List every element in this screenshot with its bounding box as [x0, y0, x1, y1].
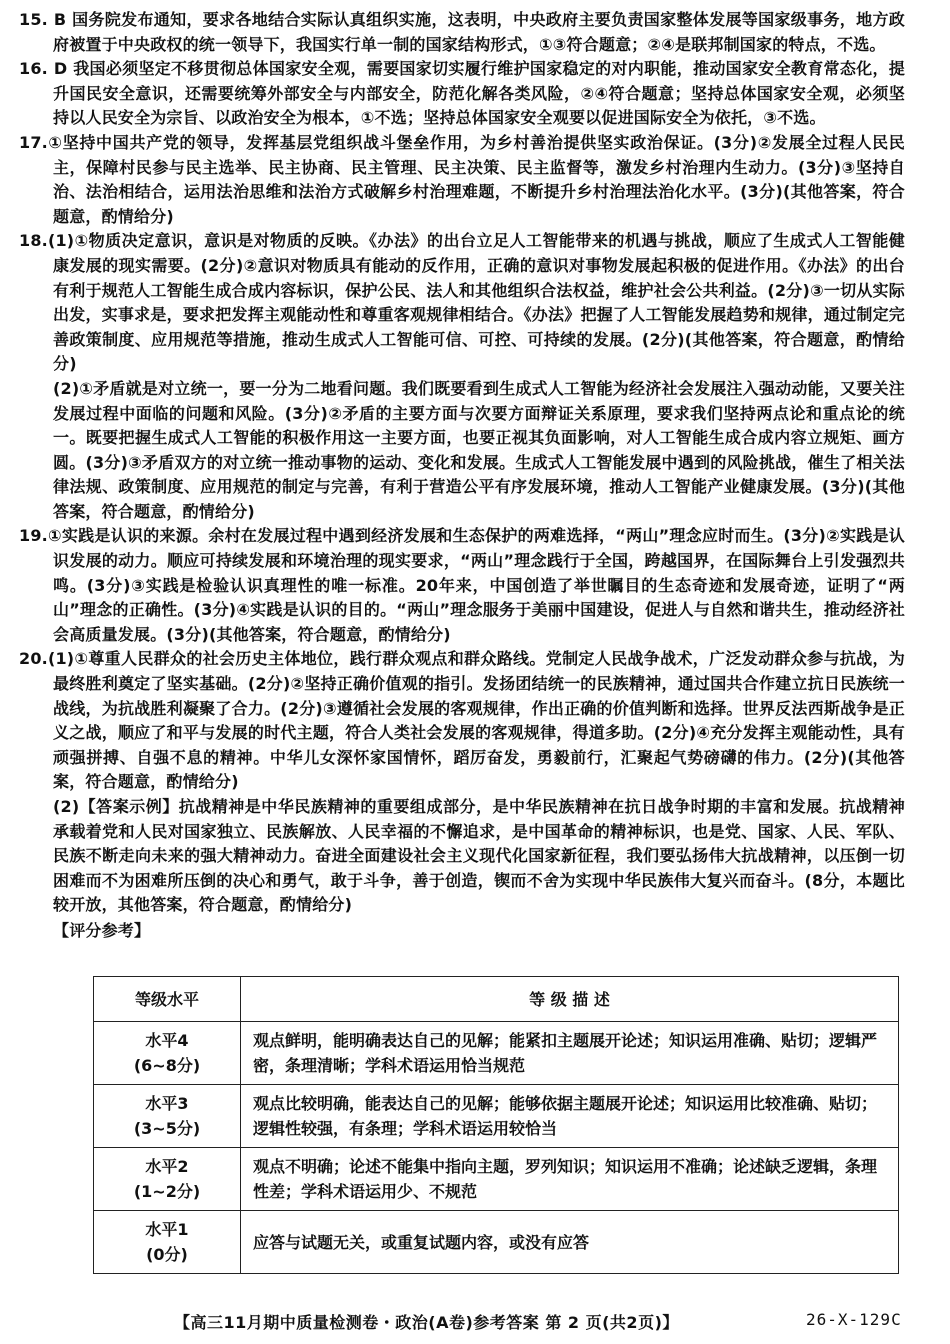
desc-cell: 观点比较明确，能表达自己的见解；能够依据主题展开论述；知识运用比较准确、贴切；逻辑性较强，有条理；学科术语运用较恰当 — [241, 1085, 899, 1148]
header-level: 等级水平 — [94, 977, 241, 1022]
answer-q18-part1: 18.(1)①物质决定意识，意识是对物质的反映。《办法》的出台立足人工智能带来的机遇与挑战，顺应了生成式人工智能健康发展的现实需要。(2分)②意识对物质具有能动的反作用，正确的意识对事物发展起积极的促进作用。《办法》的出台有利于规范人工智能生成合成内容标识，保护公民、法人和其他组织合法权益，维护社会公共利益。(2分)③一切从实际出发，实事求是，要求把发挥主观能动性和尊重客观规律相结合。《办法》把握了人工智能发展趋势和规律，通过制定完善政策制度、应用规范等措施，推动生成式人工智能可信、可控、可持续的发展。(2分)(其他答案，符合题意，酌情给分) — [19, 231, 905, 374]
rubric-title: 【评分参考】 — [53, 920, 151, 940]
answer-q19: 19.①实践是认识的来源。余村在发展过程中遇到经济发展和生态保护的两难选择，“两山”理念应时而生。(3分)②实践是认识发展的动力。顺应可持续发展和环境治理的现实要求，“两山”理念践行于全国，跨越国界，在国际舞台上引发强烈共鸣。(3分)③实践是检验认识真理性的唯一标准。20年来，中国创造了举世瞩目的生态奇迹和发展奇迹，证明了“两山”理念的正确性。(3分)④实践是认识的目的。“两山”理念服务于美丽中国建设，促进人与自然和谐共生，推动经济社会高质量发展。(3分)(其他答案，符合题意，酌情给分) — [19, 526, 905, 644]
level-cell: 水平1 (0分) — [94, 1211, 241, 1274]
page-footer — [0, 1306, 950, 1336]
desc-cell: 观点鲜明，能明确表达自己的见解；能紧扣主题展开论述；知识运用准确、贴切；逻辑严密，条理清晰；学科术语运用恰当规范 — [241, 1022, 899, 1085]
footer-title: 【高三11月期中质量检测卷・政治(A卷)参考答案 第 2 页(共2页)】 — [174, 1313, 679, 1332]
table-row — [94, 1211, 899, 1274]
answer-q15: 15. B 国务院发布通知，要求各地结合实际认真组织实施，这表明，中央政府主要负责国家整体发展等国家级事务，地方政府被置于中央政权的统一领导下，我国实行单一制的国家结构形式，①③符合题意；②④是联邦制国家的特点，不选。 — [19, 10, 905, 54]
answer-q20-part2: (2)【答案示例】抗战精神是中华民族精神的重要组成部分，是中华民族精神在抗日战争时期的丰富和发展。抗战精神承载着党和人民对国家独立、民族解放、人民幸福的不懈追求，是中国革命的精神标识，也是党、国家、人民、军队、民族不断走向未来的强大精神动力。奋进全面建设社会主义现代化国家新征程，我们要弘扬伟大抗战精神，以压倒一切困难而不为困难所压倒的决心和勇气，敢于斗争，善于创造，锲而不舍为实现中华民族伟大复兴而奋斗。(8分，本题比较开放，其他答案，符合题意，酌情给分) — [53, 797, 905, 915]
table-row — [94, 1022, 899, 1085]
footer-code: 26-X-129C — [806, 1310, 902, 1329]
table-header-row — [94, 977, 899, 1022]
desc-cell: 观点不明确；论述不能集中指向主题，罗列知识；知识运用不准确；论述缺乏逻辑，条理性差；学科术语运用少、不规范 — [241, 1148, 899, 1211]
desc-cell: 应答与试题无关，或重复试题内容，或没有应答 — [241, 1211, 899, 1274]
table-row — [94, 1085, 899, 1148]
answer-q16: 16. D 我国必须坚定不移贯彻总体国家安全观，需要国家切实履行维护国家稳定的对内职能，推动国家安全教育常态化，提升国民安全意识，还需要统筹外部安全与内部安全，防范化解各类风险，②④符合题意；坚持总体国家安全观，必须坚持以人民安全为宗旨、以政治安全为根本，①不选；坚持总体国家安全观要以促进国际安全为依托，③不选。 — [19, 59, 905, 128]
level-cell: 水平4 (6~8分) — [94, 1022, 241, 1085]
level-cell: 水平2 (1~2分) — [94, 1148, 241, 1211]
answer-q18-part2: (2)①矛盾就是对立统一，要一分为二地看问题。我们既要看到生成式人工智能为经济社会发展注入强动动能，又要关注发展过程中面临的问题和风险。(3分)②矛盾的主要方面与次要方面辩证关系原理，要求我们坚持两点论和重点论的统一。既要把握生成式人工智能的积极作用这一主要方面，也要正视其负面影响，对人工智能生成合成内容立规矩、画方圆。(3分)③矛盾双方的对立统一推动事物的运动、变化和发展。生成式人工智能发展中遇到的风险挑战，催生了相关法律法规、政策制度、应用规范的制定与完善，有利于营造公平有序发展环境，推动人工智能产业健康发展。(3分)(其他答案，符合题意，酌情给分) — [53, 378, 905, 521]
grading-rubric-table — [93, 976, 899, 1274]
answer-body — [19, 8, 905, 944]
table-row — [94, 1148, 899, 1211]
level-cell: 水平3 (3~5分) — [94, 1085, 241, 1148]
answer-q17: 17.①坚持中国共产党的领导，发挥基层党组织战斗堡垒作用，为乡村善治提供坚实政治保证。(3分)②发展全过程人民民主，保障村民参与民主选举、民主协商、民主管理、民主决策、民主监督等，激发乡村治理内生动力。(3分)③坚持自治、法治相结合，运用法治思维和法治方式破解乡村治理难题，不断提升乡村治理法治化水平。(3分)(其他答案，符合题意，酌情给分) — [19, 132, 905, 226]
answer-q20-part1: 20.(1)①尊重人民群众的社会历史主体地位，践行群众观点和群众路线。党制定人民战争战术，广泛发动群众参与抗战，为最终胜利奠定了坚实基础。(2分)②坚持正确价值观的指引。发扬团结统一的民族精神，通过国共合作建立抗日民族统一战线，为抗战胜利凝聚了合力。(2分)③遵循社会发展的客观规律，作出正确的价值判断和选择。世界反法西斯战争是正义之战，顺应了和平与发展的时代主题，符合人类社会发展的客观规律，得道多助。(2分)④充分发挥主观能动性，具有顽强拼搏、自强不息的精神。中华儿女深怀家国情怀，蹈厉奋发，勇毅前行，汇聚起气势磅礴的伟力。(2分)(其他答案，符合题意，酌情给分) — [19, 649, 905, 792]
header-desc: 等 级 描 述 — [241, 977, 899, 1022]
